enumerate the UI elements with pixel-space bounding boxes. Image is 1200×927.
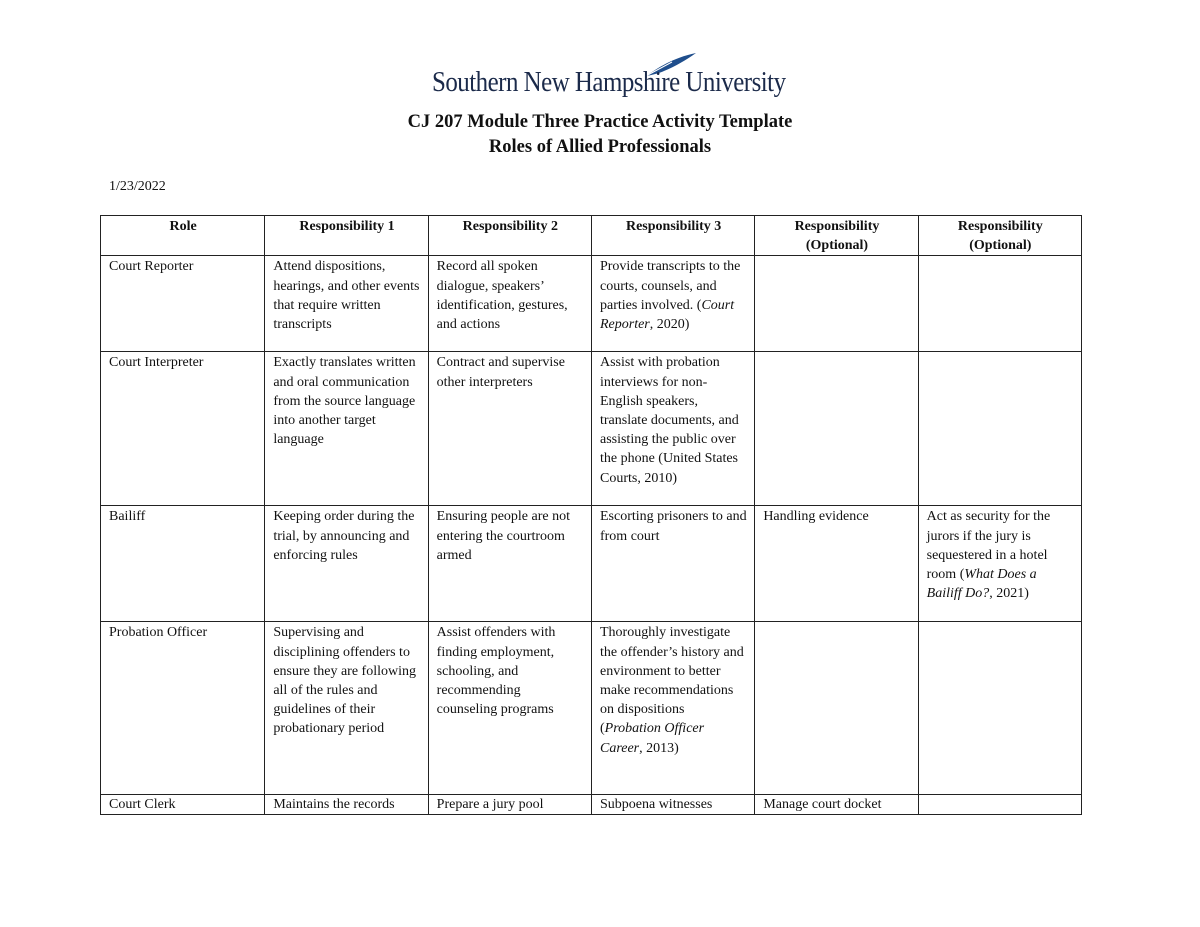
responsibility-cell [591, 256, 754, 352]
responsibility-cell [591, 622, 754, 795]
responsibility-cell [918, 506, 1081, 622]
role-cell: Court Reporter [101, 256, 265, 352]
header-responsibility-2: Responsibility 2 [428, 216, 591, 256]
table-row [101, 622, 1082, 795]
document-title: CJ 207 Module Three Practice Activity Template [407, 112, 793, 132]
responsibility-cell [918, 795, 1081, 815]
responsibility-cell [755, 622, 918, 795]
roles-table [100, 215, 1082, 815]
document-date: 1/23/2022 [109, 179, 166, 194]
role-cell: Probation Officer [101, 622, 265, 795]
header-optional-note: (Optional) [805, 238, 869, 254]
responsibility-cell: Keeping order during the trial, by announcing and enforcing rules [265, 506, 428, 622]
responsibility-cell: Manage court docket [755, 795, 918, 815]
responsibility-cell [755, 352, 918, 506]
responsibility-cell: Assist with probation interviews for non-English speakers, translate documents, and assisting the public over the phone (United States Courts, 2010) [591, 352, 754, 506]
role-cell: Bailiff [101, 506, 265, 622]
header-responsibility-1: Responsibility 1 [265, 216, 428, 256]
table-row [101, 256, 1082, 352]
citation-year: , 2021) [989, 586, 1029, 602]
responsibility-cell: Attend dispositions, hearings, and other events that require written transcripts [265, 256, 428, 352]
header-responsibility-optional-1 [755, 216, 918, 256]
citation-year: , 2020) [649, 317, 690, 333]
responsibility-cell: Record all spoken dialogue, speakers’ identification, gestures, and actions [428, 256, 591, 352]
responsibility-text: Thoroughly investigate the offender’s history and environment to better make recommendations on dispositions ( [599, 625, 744, 737]
header-label: Responsibility [794, 219, 880, 234]
university-logo [432, 54, 786, 104]
table-header-row [101, 216, 1082, 256]
citation-title: Probation Officer Career [599, 721, 705, 756]
header-optional-note: (Optional) [969, 238, 1032, 254]
responsibility-cell [918, 352, 1081, 506]
header-responsibility-optional-2 [918, 216, 1081, 256]
responsibility-cell: Ensuring people are not entering the courtroom armed [428, 506, 591, 622]
header-role: Role [101, 216, 265, 256]
role-cell: Court Interpreter [101, 352, 265, 506]
citation-title: Court Reporter [599, 297, 735, 333]
document-subtitle: Roles of Allied Professionals [488, 137, 712, 157]
responsibility-cell: Prepare a jury pool [428, 795, 591, 815]
logo-text: Southern New Hampshire University [432, 66, 786, 98]
responsibility-cell: Assist offenders with finding employment, schooling, and recommending counseling programs [428, 622, 591, 795]
responsibility-cell: Contract and supervise other interpreters [428, 352, 591, 506]
responsibility-cell [755, 256, 918, 352]
responsibility-cell: Supervising and disciplining offenders to ensure they are following all of the rules and guidelines of their probationary period [265, 622, 428, 795]
responsibility-text: Act as security for the jurors if the jury is sequestered in a hotel room ( [926, 509, 1051, 583]
citation-title: What Does a Bailiff Do? [926, 567, 1037, 602]
responsibility-cell: Maintains the records [265, 795, 428, 815]
responsibility-cell: Handling evidence [755, 506, 918, 622]
header-label: Responsibility [957, 219, 1043, 234]
responsibility-text: Provide transcripts to the courts, counsels, and parties involved. ( [599, 259, 741, 313]
table-row [101, 506, 1082, 622]
role-cell: Court Clerk [101, 795, 265, 815]
responsibility-cell [918, 256, 1081, 352]
header-responsibility-3: Responsibility 3 [591, 216, 754, 256]
responsibility-cell: Exactly translates written and oral communication from the source language into another target language [265, 352, 428, 506]
table-row [101, 352, 1082, 506]
responsibility-cell [918, 622, 1081, 795]
table-row [101, 795, 1082, 815]
citation-year: , 2013) [639, 740, 679, 756]
responsibility-cell: Subpoena witnesses [591, 795, 754, 815]
responsibility-cell: Escorting prisoners to and from court [591, 506, 754, 622]
